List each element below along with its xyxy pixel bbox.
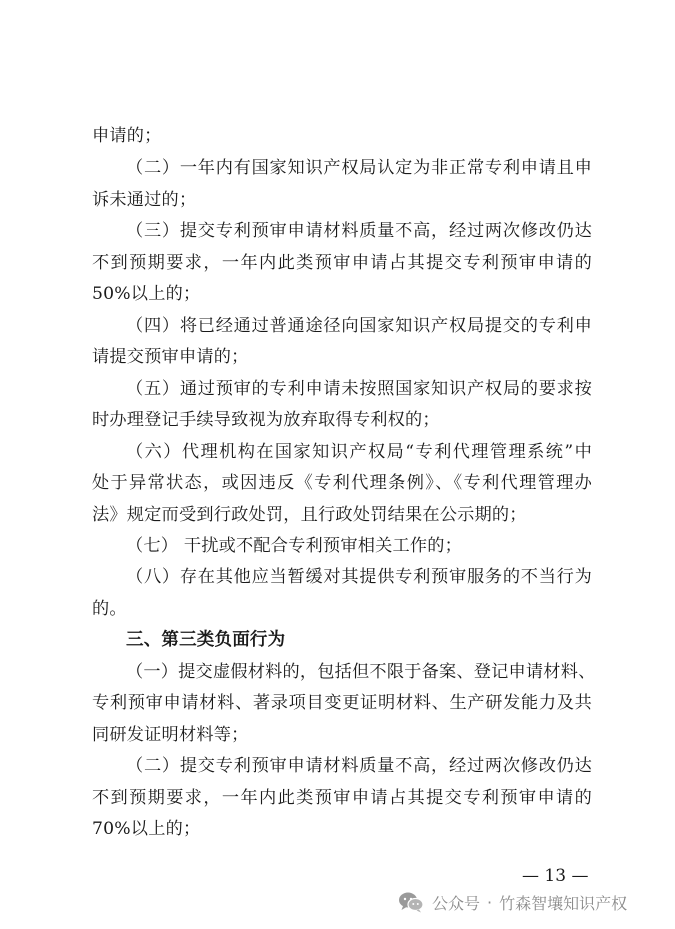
paragraph-line: （五）通过预审的专利申请未按照国家知识产权局的要求按 [126,379,592,399]
section-heading: 三、第三类负面行为 [126,630,286,650]
watermark-label: 公众号 [432,893,481,913]
paragraph-line: （二）一年内有国家知识产权局认定为非正常专利申请且申 [126,158,592,178]
paragraph-line: （七） 干扰或不配合专利预审相关工作的； [126,536,463,556]
watermark-account: 竹森智壤知识产权 [499,893,628,913]
paragraph-line: 处于异常状态，或因违反《专利代理条例》、《专利代理管理办 [92,473,592,493]
paragraph-line: （四）将已经通过普通途径向国家知识产权局提交的专利申 [126,316,592,336]
paragraph-line: （八）存在其他应当暂缓对其提供专利预审服务的不当行为 [126,567,592,587]
paragraph-line: 同研发证明材料等； [92,725,249,745]
paragraph-line: 法》规定而受到行政处罚，且行政处罚结果在公示期的； [92,505,527,525]
paragraph-line: （一）提交虚假材料的，包括但不限于备案、登记申请材料、 [126,662,596,682]
paragraph-line: （六）代理机构在国家知识产权局“专利代理管理系统”中 [126,442,592,462]
page-number: — 13 — [522,866,589,886]
paragraph-line: 申请的； [92,126,162,146]
paragraph-line: 专利预审申请材料、著录项目变更证明材料、生产研发能力及共 [92,693,592,713]
paragraph-line: 请提交预审申请的； [92,347,249,367]
paragraph-line: （二）提交专利预审申请材料质量不高，经过两次修改仍达 [126,756,592,776]
watermark [398,888,627,916]
watermark-separator: · [487,892,493,912]
paragraph-line: 诉未通过的； [92,190,197,210]
paragraph-line: 时办理登记手续导致视为放弃取得专利权的； [92,410,440,430]
paragraph-line: 的。 [92,599,127,619]
paragraph-line: 不到预期要求，一年内此类预审申请占其提交专利预审申请的 [92,253,592,273]
paragraph-line: （三）提交专利预审申请材料质量不高，经过两次修改仍达 [126,221,592,241]
paragraph-line: 不到预期要求，一年内此类预审申请占其提交专利预审申请的 [92,788,592,808]
paragraph-line: 50%以上的； [92,284,201,304]
wechat-icon [398,891,424,913]
paragraph-line: 70%以上的； [92,819,201,839]
